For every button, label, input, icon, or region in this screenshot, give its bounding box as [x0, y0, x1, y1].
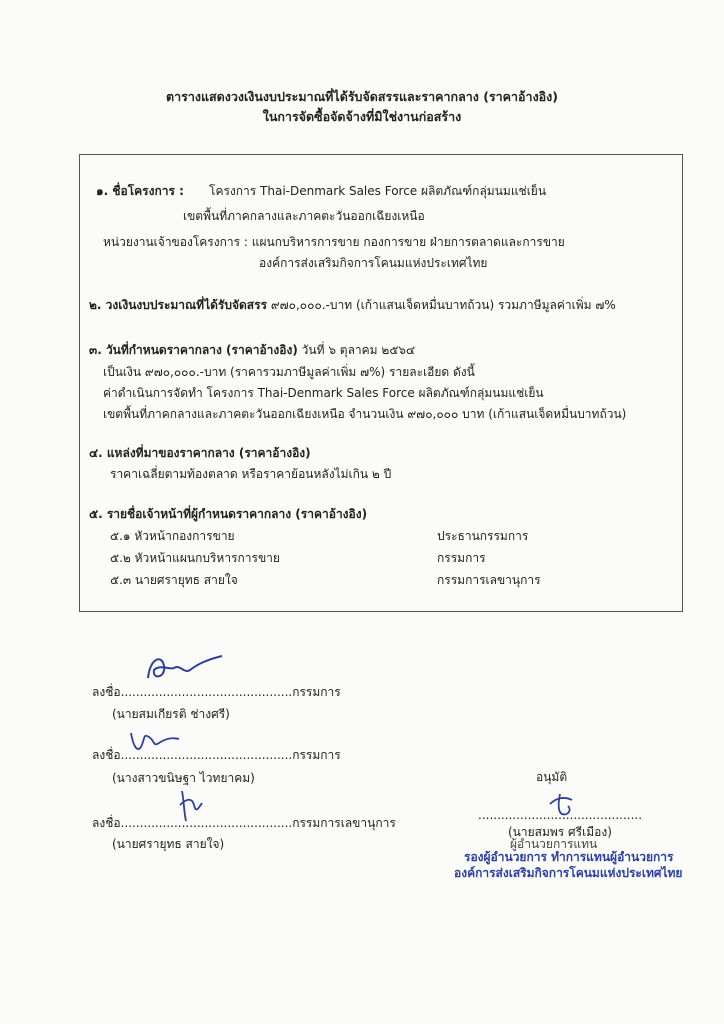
- member-3-name: ๕.๓ นายศรายุทธ สายใจ: [110, 573, 238, 587]
- section3-line3: ค่าดำเนินการจัดทำ โครงการ Thai-Denmark Sales Force ผลิตภัณฑ์กลุ่มนมแช่เย็น: [103, 386, 544, 400]
- doc-title-line2: ในการจัดซื้อจัดจ้างที่มิใช่งานก่อสร้าง: [262, 109, 462, 124]
- member-1-name: ๕.๑ หัวหน้ากองการขาย: [110, 529, 235, 543]
- signature-1-line: ลงชื่อ.............................................กรรมการ: [92, 685, 341, 699]
- signature-1-name: (นายสมเกียรติ ช่างศรี): [112, 707, 230, 721]
- section1-label: ๑. ชื่อโครงการ :: [96, 184, 184, 198]
- section5-label: ๕. รายชื่อเจ้าหน้าที่ผู้กำหนดราคากลาง (ราคาอ้างอิง): [89, 507, 368, 521]
- member-2-role: กรรมการ: [437, 551, 486, 565]
- approver-stamp-title1: รองผู้อำนวยการ ทำการแทนผู้อำนวยการ: [464, 850, 674, 864]
- member-2-name: ๕.๒ หัวหน้าแผนกบริหารการขาย: [110, 551, 280, 565]
- section2-row: [89, 296, 616, 315]
- owner-unit-line2: องค์การส่งเสริมกิจการโคนมแห่งประเทศไทย: [259, 256, 488, 270]
- approver-name: (นายสมพร ศรีเมือง): [508, 825, 612, 839]
- approver-stamp-title2: องค์การส่งเสริมกิจการโคนมแห่งประเทศไทย: [454, 866, 683, 880]
- section2-label: ๒. วงเงินงบประมาณที่ได้รับจัดสรร: [89, 298, 268, 312]
- owner-unit-line1: หน่วยงานเจ้าของโครงการ : แผนกบริหารการขาย กองการขาย ฝ่ายการตลาดและการขาย: [103, 235, 565, 249]
- member-3-role: กรรมการเลขานุการ: [437, 573, 541, 587]
- section3-line4: เขตพื้นที่ภาคกลางและภาคตะวันออกเฉียงเหนือ จำนวนเงิน ๙๗๐,๐๐๐ บาท (เก้าแสนเจ็ดหมื่นบาทถ้วน): [103, 407, 627, 421]
- signature-1-mark: [140, 648, 230, 688]
- section3-line2: เป็นเงิน ๙๗๐,๐๐๐.-บาท (ราคารวมภาษีมูลค่าเพิ่ม ๗%) รายละเอียด ดังนี้: [103, 365, 475, 379]
- budget-text: ๙๗๐,๐๐๐.-บาท (เก้าแสนเจ็ดหมื่นบาทถ้วน) รวมภาษีมูลค่าเพิ่ม ๗%: [270, 298, 616, 312]
- reference-date: วันที่ ๖ ตุลาคม ๒๕๖๔: [301, 343, 416, 357]
- signature-2-line: ลงชื่อ.............................................กรรมการ: [92, 748, 341, 762]
- project-name-line2: เขตพื้นที่ภาคกลางและภาคตะวันออกเฉียงเหนือ: [183, 209, 425, 223]
- signature-2-name: (นางสาวขนิษฐา ไวทยาคม): [112, 771, 255, 785]
- section4-label: ๔. แหล่งที่มาของราคากลาง (ราคาอ้างอิง): [89, 446, 311, 460]
- section3-row: [89, 341, 415, 360]
- section3-label: ๓. วันที่กำหนดราคากลาง (ราคาอ้างอิง): [89, 343, 298, 357]
- approval-dotted-line: ...........................................: [478, 808, 643, 822]
- price-source: ราคาเฉลี่ยตามท้องตลาด หรือราคาย้อนหลังไม่เกิน ๒ ปี: [110, 467, 392, 481]
- project-name-line1: โครงการ Thai-Denmark Sales Force ผลิตภัณฑ์กลุ่มนมแช่เย็น: [209, 184, 547, 198]
- signature-3-name: (นายศรายุทธ สายใจ): [112, 837, 225, 851]
- doc-title-line1: ตารางแสดงวงเงินงบประมาณที่ได้รับจัดสรรและราคากลาง (ราคาอ้างอิง): [166, 89, 558, 104]
- approval-label: อนุมัติ: [536, 770, 568, 784]
- signature-3-line: ลงชื่อ.............................................กรรมการเลขานุการ: [92, 816, 396, 830]
- member-1-role: ประธานกรรมการ: [437, 529, 529, 543]
- approver-overlap-text: ผู้อำนวยการแทน: [510, 837, 598, 851]
